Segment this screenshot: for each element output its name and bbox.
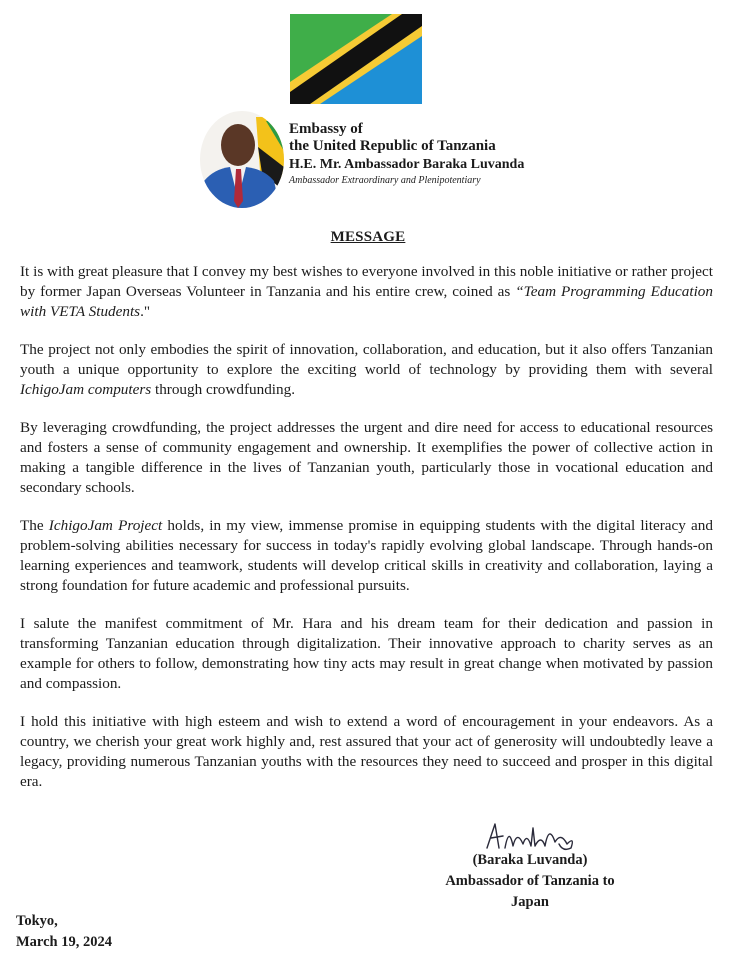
paragraph [20,340,713,400]
text-segment: By leveraging crowdfunding, the project addresses the urgent and dire need for access to educational resources and fosters a sense of community engagement and ownership. It exemplifies the power of collective action in making a tangible difference in the lives of Tanzanian youth, particularly those in vocational education and secondary schools. [20,419,713,496]
text-segment: ." [140,303,151,320]
paragraph [20,712,713,792]
place-date [16,911,112,953]
text-segment: It is with great pleasure that I convey my best wishes to everyone involved in this noble initiative or rather project by former Japan Overseas Volunteer in Tanzania and his entire crew, coined as [20,263,713,300]
signature-block [425,818,635,913]
ambassador-name: H.E. Mr. Ambassador Baraka Luvanda [289,157,525,172]
signatory-title-line-2: Japan [511,894,549,910]
ambassador-subtitle: Ambassador Extraordinary and Plenipotentiary [289,175,481,186]
paragraph [20,614,713,694]
date: March 19, 2024 [16,934,112,950]
org-line-2: the United Republic of Tanzania [289,138,496,154]
italic-text: “Team Programming Education with VETA Students [20,283,713,320]
text-segment: I salute the manifest commitment of Mr. Hara and his dream team for their dedication and passion in transforming Tanzanian education through digitalization. Their innovative approach to charity serves as an example for others to follow, demonstrating how tiny acts may result in great change when motivated by passion and compassion. [20,615,713,692]
place: Tokyo, [16,913,58,929]
text-segment: The project not only embodies the spirit of innovation, collaboration, and education, but it also offers Tanzanian youth a unique opportunity to explore the exciting world of technology by providing them with several [20,341,713,378]
paragraph [20,418,713,498]
signatory-title-line-1: Ambassador of Tanzania to [445,873,615,889]
paragraph [20,262,713,322]
message-body [20,262,713,810]
org-line-1: Embassy of [289,121,363,137]
italic-text: IchigoJam computers [20,381,152,398]
text-segment: The [20,517,49,534]
paragraph [20,516,713,596]
tanzania-flag-icon [290,14,422,104]
text-segment: holds, in my view, immense promise in equipping students with the digital literacy and problem-solving abilities necessary for success in today's rapidly evolving global landscape. Through hands-on learning experiences and teamwork, students will develop critical skills in creativity and collaboration, laying a strong foundation for future academic and professional pursuits. [20,517,713,594]
ambassador-portrait [200,111,284,208]
portrait-illustration-icon [200,111,284,208]
signatory-name: (Baraka Luvanda) [472,852,588,868]
text-segment: through crowdfunding. [151,381,296,398]
text-segment: I hold this initiative with high esteem and wish to extend a word of encouragement in your endeavors. As a country, we cherish your great work highly and, rest assured that your act of generosity will undoubtedly leave a legacy, providing numerous Tanzanian youths with the resources they need to succeed and prosper in this digital era. [20,713,713,790]
letterhead [289,121,524,188]
italic-text: IchigoJam Project [48,517,163,534]
page-title: MESSAGE [330,229,406,245]
